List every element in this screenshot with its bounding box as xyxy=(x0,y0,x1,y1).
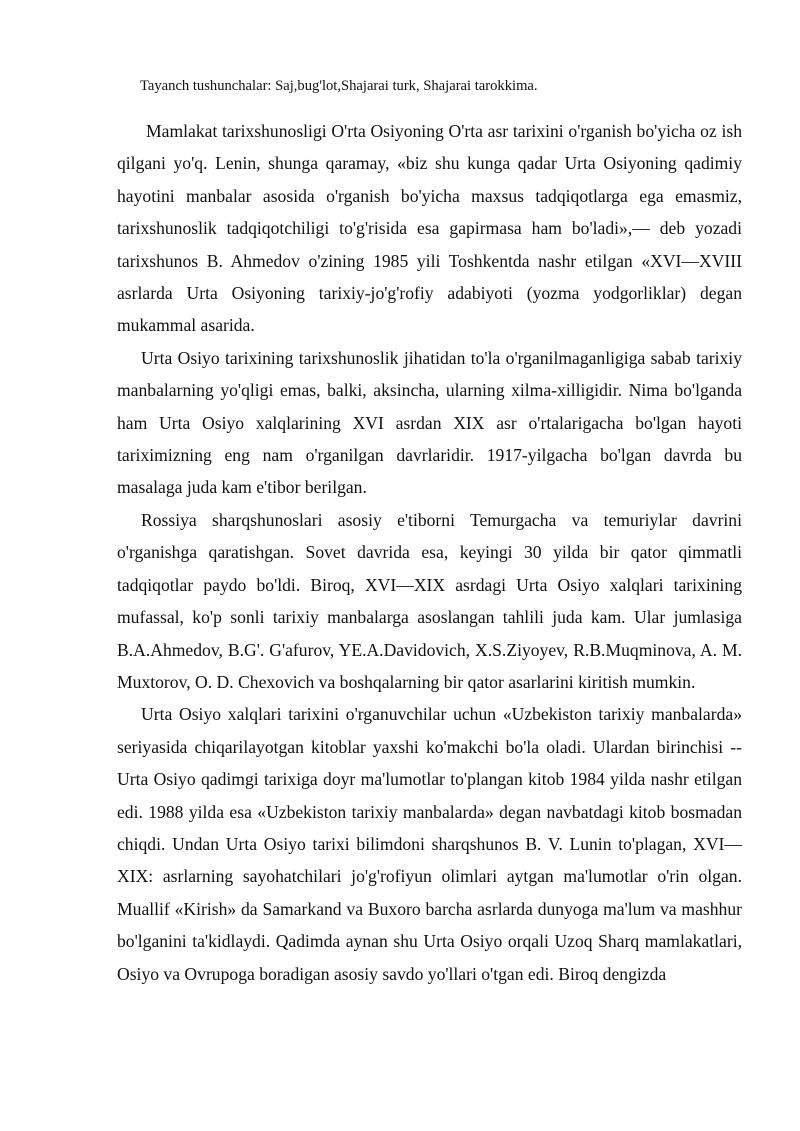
keywords-line: Tayanch tushunchalar: Saj,bug'lot,Shajarai turk, Shajarai tarokkima. xyxy=(140,78,538,94)
paragraph-1: Mamlakat tarixshunosligi O'rta Osiyoning O'rta asr tarixini o'rganish bo'yicha oz ish qilgani yo'q. Lenin, shunga qaramay, «biz shu kunga qadar Urta Osiyoning qadimiy hayotini manbalar asosida o'rganish bo'yicha maxsus tadqiqotlarga ega emasmiz, tarixshunoslik tadqiqotchiligi to'g'risida esa gapirmasa ham bo'ladi»,— deb yozadi tarixshunos B. Ahmedov o'zining 1985 yili Toshkentda nashr etilgan «XVI—XVIII asrlarda Urta Osiyoning tarixiy-jo'g'rofiy adabiyoti (yozma yodgorliklar) degan mukammal asarida. xyxy=(117,121,742,336)
paragraph-3: Rossiya sharqshunoslari asosiy e'tiborni Temurgacha va temuriylar davrini o'rganishga qaratishgan. Sovet davrida esa, keyingi 30 yilda bir qator qimmatli tadqiqotlar paydo bo'ldi. Biroq, XVI—XIX asrdagi Urta Osiyo xalqlari tarixining mufassal, ko'p sonli tarixiy manbalarga asoslangan tahlili juda kam. Ular jumlasiga B.A.Ahmedov, B.G'. G'afurov, YE.A.Davidovich, X.S.Ziyoyev, R.B.Muqminova, A. M. Muxtorov, O. D. Chexovich va boshqalarning bir qator asarlarini kiritish mumkin. xyxy=(117,509,742,692)
paragraph-4: Urta Osiyo xalqlari tarixini o'rganuvchilar uchun «Uzbekiston tarixiy manbalarda» seriyasida chiqarilayotgan kitoblar yaxshi ko'makchi bo'la oladi. Ulardan birinchisi -- Urta Osiyo qadimgi tarixiga doyr ma'lumotlar to'plangan kitob 1984 yilda nashr etilgan edi. 1988 yilda esa «Uzbekiston tarixiy manbalarda» degan navbatdagi kitob bosmadan chiqdi. Undan Urta Osiyo tarixi bilimdoni sharqshunos B. V. Lunin to'plagan, XVI—XIX: asrlarning sayohatchilari jo'g'rofiyun olimlari aytgan ma'lumotlar o'rin olgan. Muallif «Kirish» da Samarkand va Buxoro barcha asrlarda dunyoga ma'lum va mashhur bo'lganini ta'kidlaydi. Qadimda aynan shu Urta Osiyo orqali Uzoq Sharq mamlakatlari, Osiyo va Ovrupoga boradigan asosiy savdo yo'llari o'tgan edi. Biroq dengizda xyxy=(117,704,742,984)
document-body xyxy=(117,115,742,990)
paragraph-2: Urta Osiyo tarixining tarixshunoslik jihatidan to'la o'rganilmaganligiga sabab tarixiy manbalarning yo'qligi emas, balki, aksincha, ularning xilma-xilligidir. Nima bo'lganda ham Urta Osiyo xalqlarining XVI asrdan XIX asr o'rtalarigacha bo'lgan hayoti tariximizning eng nam o'rganilgan davrlaridir. 1917-yilgacha bo'lgan davrda bu masalaga juda kam e'tibor berilgan. xyxy=(117,347,742,498)
